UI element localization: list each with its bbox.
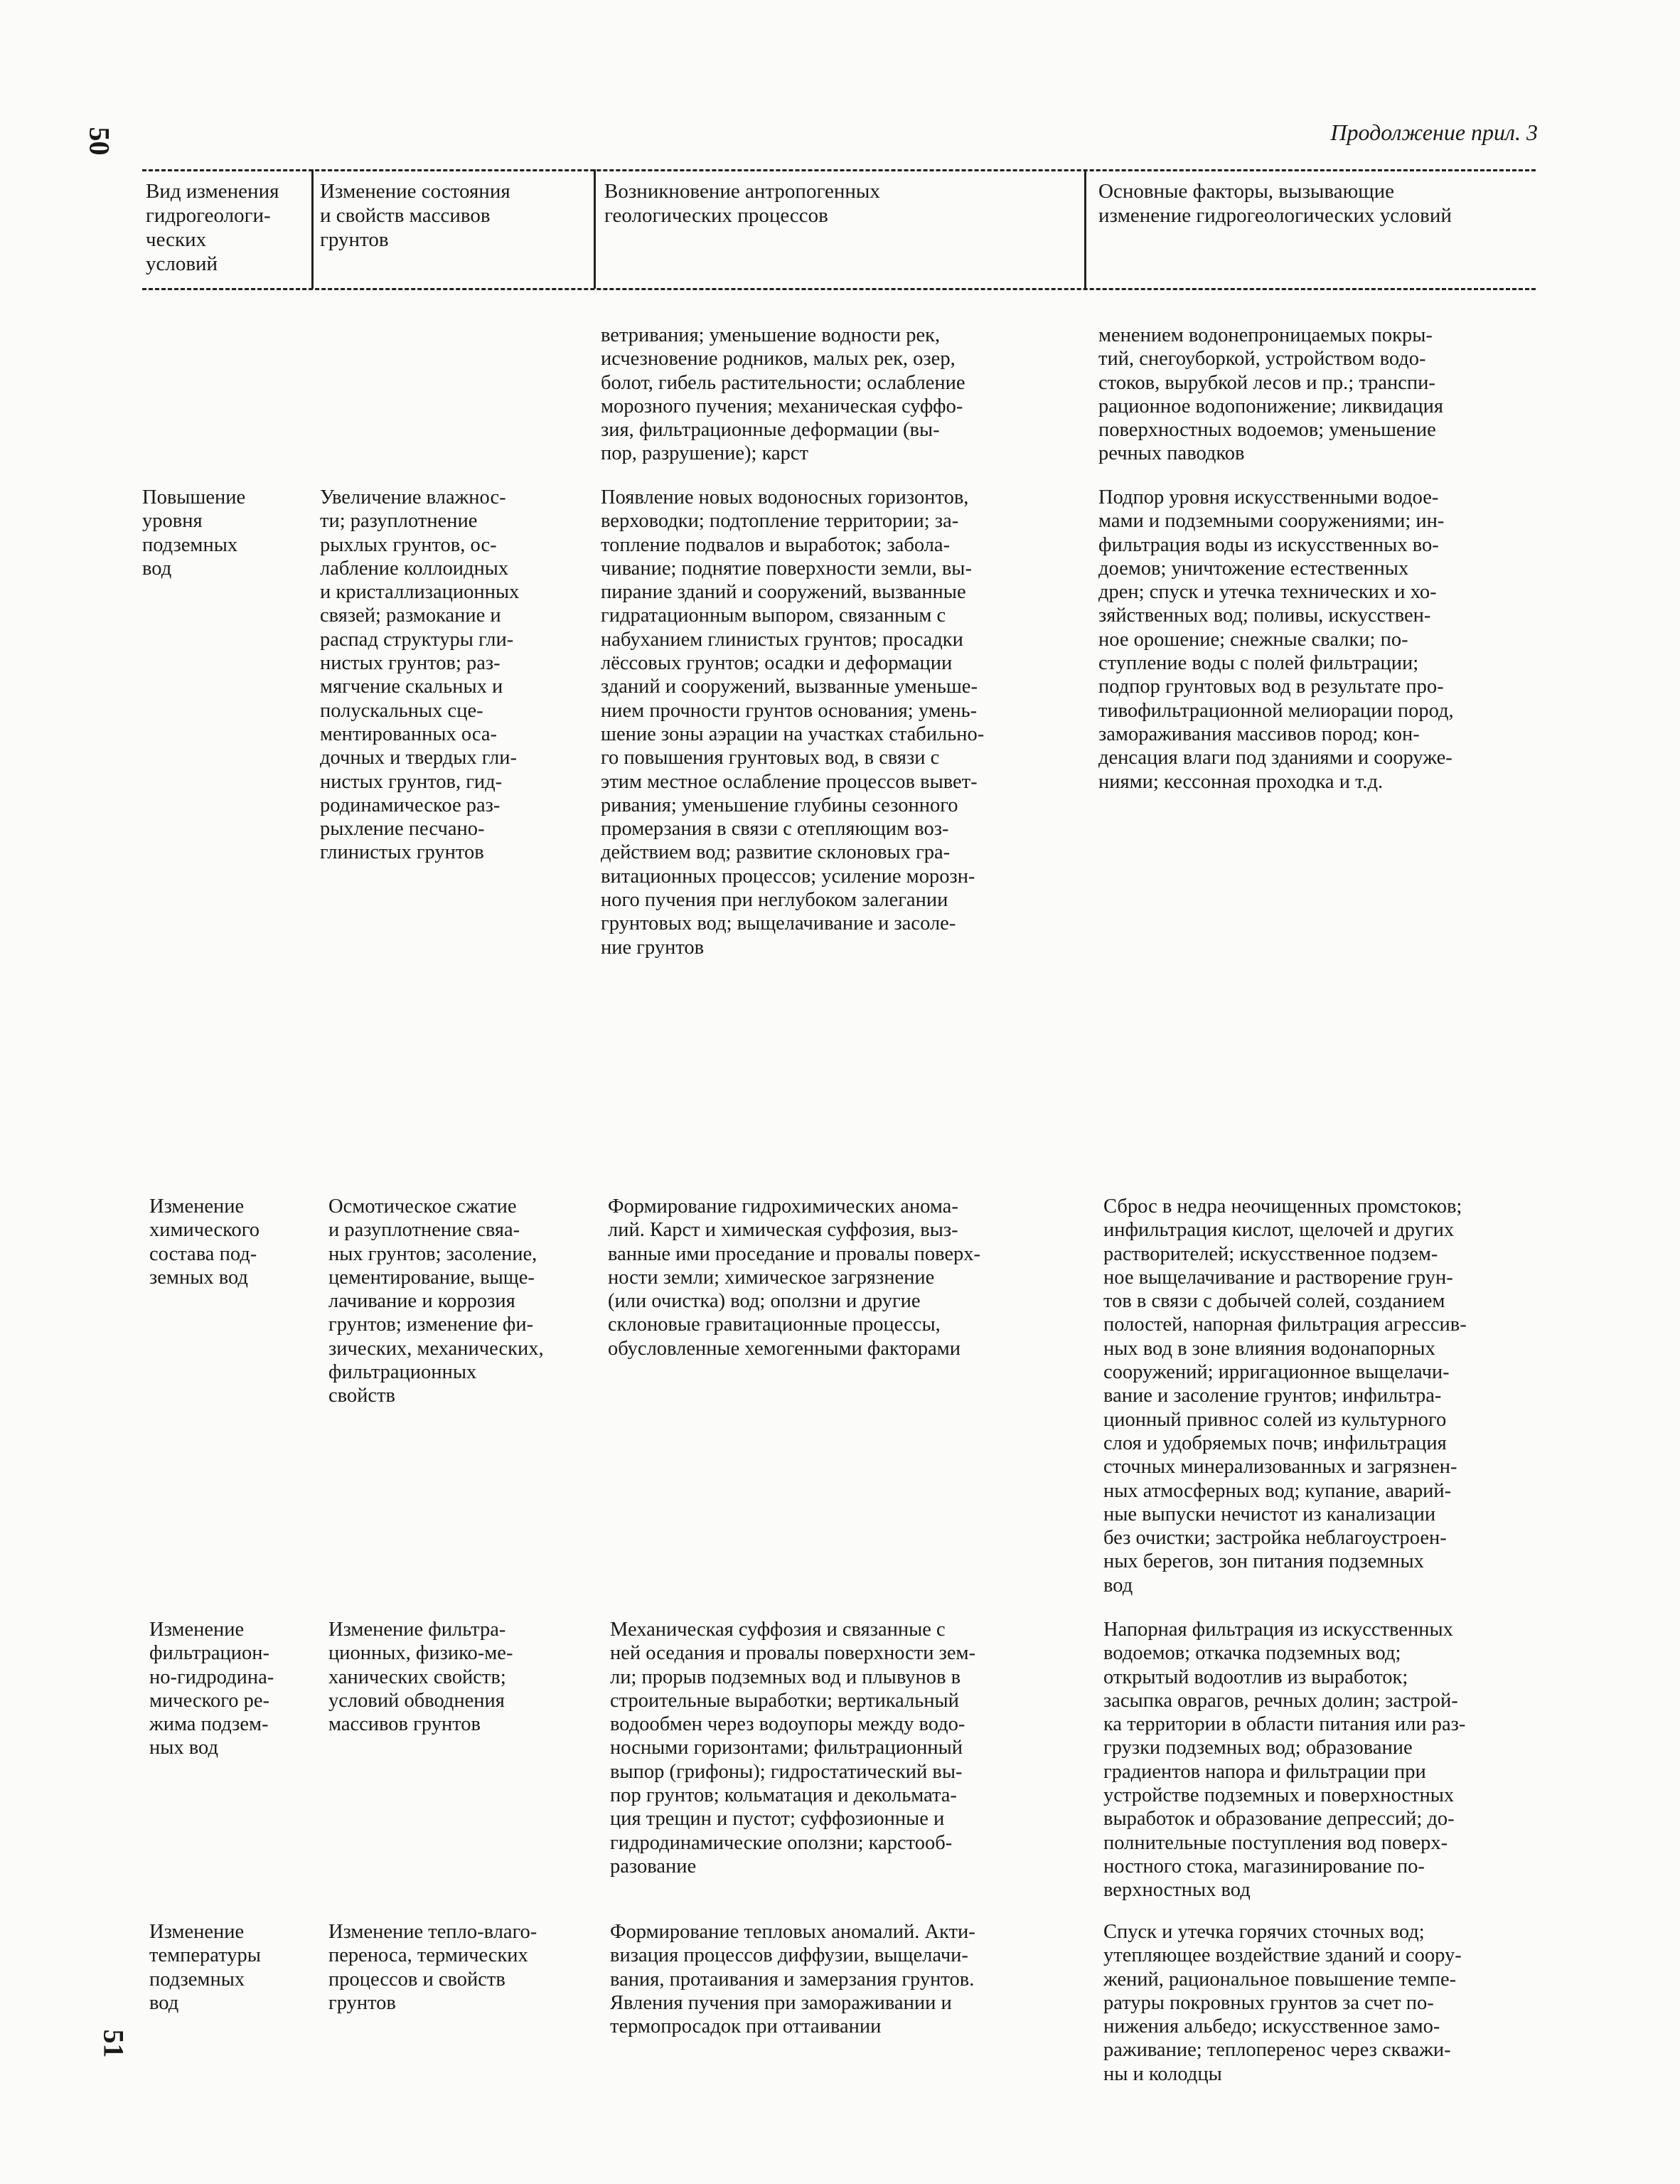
table-cell-processes: ветривания; уменьшение водности рек, исчезновение родников, малых рек, озер, болот, гибель растительности; ослабление морозного пучения; механическая суффо- зия, фильтрационные деформации (вы- пор, разрушение); карст xyxy=(601,324,965,465)
column-divider xyxy=(594,169,596,289)
column-header-state: Изменение состояния и свойств массивов грунтов xyxy=(320,180,510,251)
table-cell-type: Изменение фильтрацион- но-гидродина- мического ре- жима подзем- ных вод xyxy=(149,1619,274,1759)
table-cell-state: Осмотическое сжатие и разуплотнение свяа- ных грунтов; засоление, цементирование, выще- лачивание и коррозия грунтов; изменение фи- зических, механических, фильтрационных свойств xyxy=(328,1195,544,1407)
table-cell-processes: Появление новых водоносных горизонтов, верховодки; подтопление территории; за- топление подвалов и выработок; забола- чивание; поднятие поверхности земли, вы- пирание зданий и сооружений, вызванные гидратационным выпором, связанным с набуханием глинистых грунтов; просадки лёссовых грунтов; осадки и деформации зданий и сооружений, вызванные уменьше- нием прочности грунтов основания; умень- шение зоны аэрации на участках стабильно- го повышения грунтовых вод, в связи с этим местное ослабление процессов вывет- ривания; уменьшение глубины сезонного промерзания в связи с отепляющим воз- действием вод; развитие склоновых гра- витационных процессов; усиление морозн- ного пучения при неглубоком залегании грунтовых вод; выщелачивание и засоле- ние грунтов xyxy=(601,486,985,959)
column-header-processes: Возникновение антропогенных геологических процессов xyxy=(604,180,880,227)
table-cell-state: Изменение тепло-влаго- переноса, термических процессов и свойств грунтов xyxy=(328,1921,537,2014)
table-cell-type: Повышение уровня подземных вод xyxy=(142,486,246,580)
table-cell-type: Изменение химического состава под- земных вод xyxy=(149,1195,260,1289)
column-header-factors: Основные факторы, вызывающие изменение гидрогеологических условий xyxy=(1098,180,1452,227)
table-cell-state: Изменение фильтра- ционных, физико-ме- ханических свойств; условий обводнения массивов грунтов xyxy=(328,1619,513,1736)
table-cell-factors: менением водонепроницаемых покры- тий, снегоуборкой, устройством водо- стоков, вырубкой лесов и пр.; транспи- рационное водопонижение; ликвидация поверхностных водоемов; уменьшение речных паводков xyxy=(1098,324,1443,465)
table-top-rule xyxy=(142,169,1536,171)
header-bottom-rule xyxy=(142,288,1536,290)
page-number-top: 50 xyxy=(83,127,116,156)
table-cell-processes: Формирование гидрохимических анома- лий. Карст и химическая суффозия, выз- ванные ими проседание и провалы поверх- ности земли; химическое загрязнение (или очистка) вод; оползни и другие склоновые гравитационные процессы, обусловленные хемогенными факторами xyxy=(608,1195,981,1360)
continuation-label: Продолжение прил. 3 xyxy=(1330,119,1538,145)
column-divider xyxy=(311,169,314,289)
column-header-type: Вид изменения гидрогеологи- ческих условий xyxy=(146,180,279,275)
table-cell-processes: Формирование тепловых аномалий. Акти- визация процессов диффузии, выщелачи- вания, протаивания и замерзания грунтов. Явления пучения при замораживании и термопросадок при оттаивании xyxy=(610,1921,975,2038)
page-number-bottom: 51 xyxy=(97,2029,130,2058)
table-cell-factors: Напорная фильтрация из искусственных водоемов; откачка подземных вод; открытый водоотлив из выработок; засыпка оврагов, речных долин; застрой- ка территории в области питания или раз- грузки подземных вод; образование градиентов напора и фильтрации при устройстве подземных и поверхностных выработок и образование депрессий; до- полнительные поступления вод поверх- ностного стока, магазинирование по- верхностных вод xyxy=(1103,1619,1466,1902)
table-cell-state: Увеличение влажнос- ти; разуплотнение рыхлых грунтов, ос- лабление коллоидных и кристаллизационных связей; размокание и распад структуры гли- нистых грунтов; раз- мягчение скальных и полускальных сце- ментированных оса- дочных и твердых гли- нистых грунтов, гид- родинамическое раз- рыхление песчано- глинистых грунтов xyxy=(320,486,520,864)
table-cell-type: Изменение температуры подземных вод xyxy=(149,1921,261,2014)
table-cell-factors: Сброс в недра неочищенных промстоков; инфильтрация кислот, щелочей и других растворителей; искусственное подзем- ное выщелачивание и растворение грун- тов в связи с добычей солей, созданием полостей, напорная фильтрация агрессив- ных вод в зоне влияния водонапорных сооружений; ирригационное выщелачи- вание и засоление грунтов; инфильтра- ционный привнос солей из культурного слоя и удобряемых почв; инфильтрация сточных минерализованных и загрязнен- ных атмосферных вод; купание, аварий- ные выпуски нечистот из канализации без очистки; застройка неблагоустроен- ных берегов, зон питания подземных вод xyxy=(1103,1195,1467,1597)
table-cell-processes: Механическая суффозия и связанные с ней оседания и провалы поверхности зем- ли; прорыв подземных вод и плывунов в строительные выработки; вертикальный водообмен через водоупоры между водо- носными горизонтами; фильтрационный выпор (грифоны); гидростатический вы- пор грунтов; кольматация и декольмата- ция трещин и пустот; суффозионные и гидродинамические оползни; карстооб- разование xyxy=(610,1619,976,1877)
table-cell-factors: Спуск и утечка горячих сточных вод; утепляющее воздействие зданий и соору- жений, рациональное повышение темпе- ратуры покровных грунтов за счет по- нижения альбедо; искусственное замо- раживание; теплоперенос через скважи- ны и колодцы xyxy=(1103,1921,1462,2085)
column-divider xyxy=(1084,169,1086,289)
table-cell-factors: Подпор уровня искусственными водое- мами и подземными сооружениями; ин- фильтрация воды из искусственных во- доемов; уничтожение естественных дрен; спуск и утечка технических и хо- зяйственных вод; поливы, искусствен- ное орошение; снежные свалки; по- ступление воды с полей фильтрации; подпор грунтовых вод в результате про- тивофильтрационной мелиорации пород, замораживания массивов пород; кон- денсация влаги под зданиями и сооруже- ниями; кессонная проходка и т.д. xyxy=(1098,486,1454,793)
